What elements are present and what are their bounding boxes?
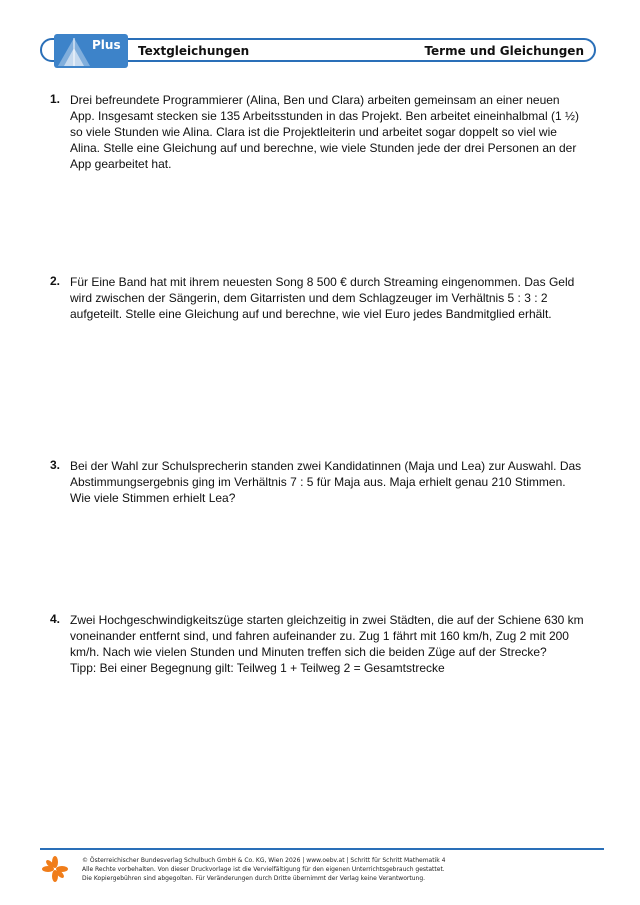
plus-logo	[54, 34, 128, 68]
footer-line-2: Alle Rechte vorbehalten. Von dieser Druckvorlage ist die Vervielfältigung für den eigenen Unterrichtsgebrauch gestattet.	[82, 866, 445, 873]
logo-text: Plus	[92, 38, 121, 52]
task-number: 2.	[50, 274, 61, 288]
worksheet-title: Textgleichungen	[138, 44, 250, 58]
task-text: Bei der Wahl zur Schulsprecherin standen zwei Kandidatinnen (Maja und Lea) zur Auswahl. Das Abstimmungsergebnis ging im Verhältnis 7 : 5 für Maja aus. Maja erhielt genau 210 Stimmen. Wie viele Stimmen erhielt Lea?	[70, 459, 582, 505]
task-number: 4.	[50, 612, 61, 626]
task-number: 1.	[50, 92, 61, 106]
task-text: Drei befreundete Programmierer (Alina, Ben und Clara) arbeiten gemeinsam an einer neuen App. Insgesamt stecken sie 135 Arbeitsstunden in das Projekt. Ben arbeitet eineinhalbmal (1 ½) so viele Stunden wie Alina. Clara ist die Projektleiterin und arbeitet sogar doppelt so viel wie Alina. Stelle eine Gleichung auf und berechne, wie viele Stunden jede der drei Personen an der App gearbeitet hat.	[70, 93, 579, 171]
footer-line-1: © Österreichischer Bundesverlag Schulbuch GmbH & Co. KG, Wien 2026 | www.oebv.at | Schritt für Schritt Mathematik 4	[82, 857, 446, 864]
chapter-title: Terme und Gleichungen	[424, 44, 584, 58]
footer-line-3: Die Kopiergebühren sind abgegolten. Für Veränderungen durch Dritte übernimmt der Verlag keine Verantwortung.	[82, 875, 426, 882]
footer-divider	[40, 848, 604, 850]
task-number: 3.	[50, 458, 61, 472]
task-text: Zwei Hochgeschwindigkeitszüge starten gleichzeitig in zwei Städten, die auf der Schiene 630 km voneinander entfernt sind, und fahren aufeinander zu. Zug 1 fährt mit 160 km/h, Zug 2 mit 200 km/h. Nach wie vielen Stunden und Minuten treffen sich die beiden Züge auf der Strecke? Tipp: Bei einer Begegnung gilt: Teilweg 1 + Teilweg 2 = Gesamtstrecke	[70, 613, 584, 675]
footer-copyright	[82, 856, 445, 883]
task-text: Für Eine Band hat mit ihrem neuesten Song 8 500 € durch Streaming eingenommen. Das Geld wird zwischen der Sängerin, dem Gitarristen und dem Schlagzeuger im Verhältnis 5 : 3 : 2 aufgeteilt. Stelle eine Gleichung auf und berechne, wie viel Euro jedes Bandmitglied erhält.	[70, 275, 575, 321]
publisher-star-icon	[42, 856, 68, 882]
